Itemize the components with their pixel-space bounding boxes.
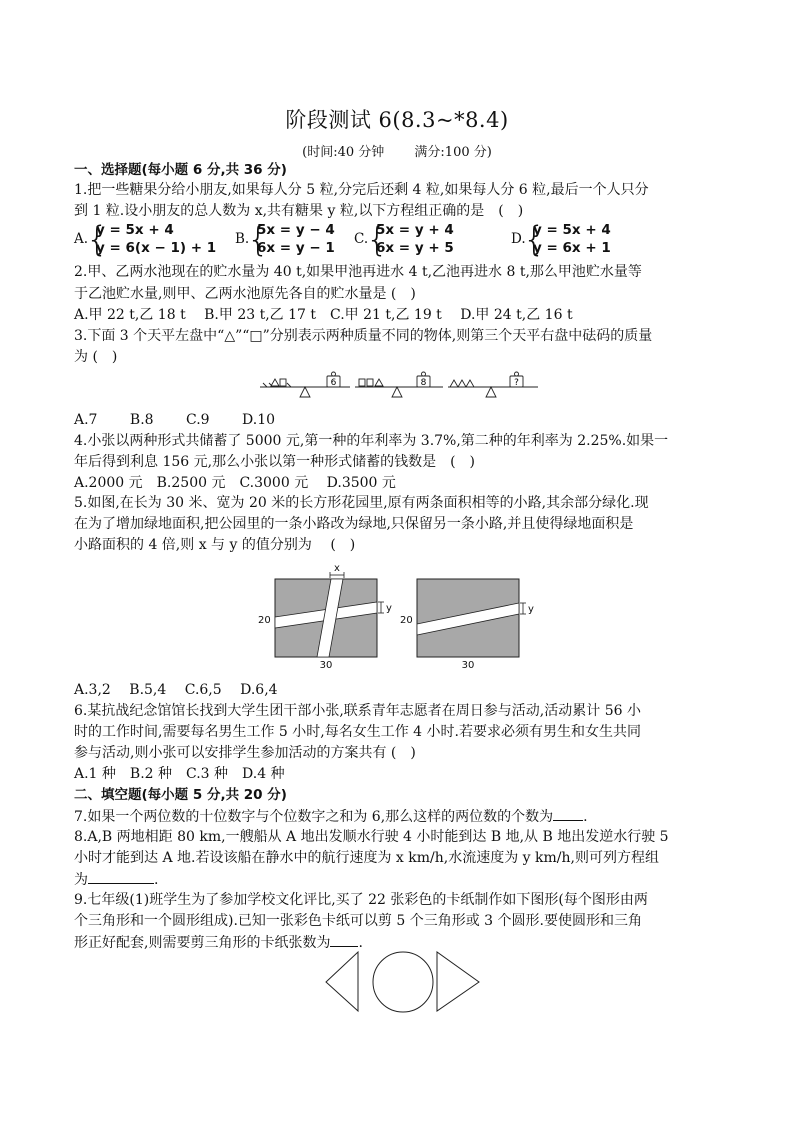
q5-options: A.3,2 B.5,4 C.6,5 D.6,4 (74, 682, 278, 698)
q6-line-2: 时的工作时间,需要每名男生工作 5 小时,每名女生工作 4 小时.若要求必须有男生和女生共同 (74, 724, 641, 740)
q4-options: A.2000 元 B.2500 元 C.3000 元 D.3500 元 (74, 475, 396, 491)
balance-scale-2 (355, 372, 443, 397)
q5-line-3: 小路面积的 4 倍,则 x 与 y 的值分别为 ( ) (74, 537, 356, 553)
dimension-label-x: x (334, 563, 340, 574)
brace-icon: { (247, 220, 270, 260)
garden-figures (255, 562, 545, 674)
dimension-label-y: y (528, 604, 534, 615)
q4-line-2: 年后得到利息 156 元,那么小张以第一种形式储蓄的钱数是 ( ) (74, 454, 475, 470)
dimension-label-height: 20 (400, 615, 413, 626)
balance-scale-1 (260, 372, 350, 397)
q3-line-1: 3.下面 3 个天平左盘中“△”“□”分别表示两种质量不同的物体,则第三个天平右盘中砝码的质量 (74, 328, 653, 344)
q2-line-2: 于乙池贮水量,则甲、乙两水池原先各自的贮水量是 ( ) (74, 286, 416, 302)
equation: y = 6x + 1 (533, 240, 611, 256)
equation: 5x = y − 4 (257, 222, 335, 238)
equation: y = 6(x − 1) + 1 (96, 240, 217, 256)
answer-blank (553, 806, 583, 821)
option-label: D. (511, 231, 526, 247)
q5-line-1: 5.如图,在长为 30 米、宽为 20 米的长方形花园里,原有两条面积相等的小路,其余部分绿化.现 (74, 495, 649, 511)
q9-line-2: 个三角形和一个圆形组成).已知一张彩色卡纸可以剪 5 个三角形或 3 个圆形.要使圆形和三角 (74, 913, 642, 929)
q7-text: 7.如果一个两位数的十位数字与个位数字之和为 6,那么这样的两位数的个数为 (74, 809, 554, 825)
equation: 5x = y + 4 (376, 222, 454, 238)
balance-scale-3 (448, 372, 538, 397)
circle-icon (373, 952, 433, 1012)
q9-text: 形正好配套,则需要剪三角形的卡纸张数为 (74, 935, 331, 951)
equation: y = 5x + 4 (533, 222, 611, 238)
right-triangle-icon (437, 952, 479, 1011)
q3-options: A.7 B.8 C.9 D.10 (74, 412, 276, 428)
weight-label: 8 (420, 378, 427, 388)
weight-label: ? (514, 378, 519, 388)
answer-blank (88, 869, 154, 884)
answer-blank (330, 932, 358, 947)
q8-line-3: 为 . (74, 869, 158, 890)
q7-line: 7.如果一个两位数的十位数字与个位数字之和为 6,那么这样的两位数的个数为 . (74, 806, 588, 827)
q8-line-2: 小时才能到达 A 地.若设该船在静水中的航行速度为 x km/h,水流速度为 y km/h,则可列方程组 (74, 850, 659, 866)
q2-options: A.甲 22 t,乙 18 t B.甲 23 t,乙 17 t C.甲 21 t,乙 19 t D.甲 24 t,乙 16 t (74, 307, 573, 323)
option-label: A. (74, 231, 89, 247)
triangles-circle-figure (325, 950, 485, 1014)
equation: 6x = y + 5 (376, 240, 454, 256)
q3-line-2: 为 ( ) (74, 349, 118, 365)
option-label: C. (354, 231, 369, 247)
q1-line-1: 1.把一些糖果分给小朋友,如果每人分 5 粒,分完后还剩 4 粒,如果每人分 6 粒,最后一个人只分 (74, 182, 649, 198)
dimension-label-width: 30 (461, 660, 475, 671)
section-1-heading: 一、选择题(每小题 6 分,共 36 分) (74, 162, 287, 178)
q8-line-1: 8.A,B 两地相距 80 km,一艘船从 A 地出发顺水行驶 4 小时能到达 B 地,从 B 地出发逆水行驶 5 (74, 829, 669, 845)
q9-line-3: 形正好配套,则需要剪三角形的卡纸张数为 . (74, 932, 363, 953)
section-2-heading: 二、填空题(每小题 5 分,共 20 分) (74, 787, 287, 803)
q4-line-1: 4.小张以两种形式共储蓄了 5000 元,第一种的年利率为 3.7%,第二种的年利率为 2.25%.如果一 (74, 433, 669, 449)
garden-figure-1 (275, 572, 384, 657)
brace-icon: { (86, 220, 109, 260)
dimension-label-y: y (386, 603, 392, 614)
equation: y = 5x + 4 (96, 222, 174, 238)
q6-line-1: 6.某抗战纪念馆馆长找到大学生团干部小张,联系青年志愿者在周日参与活动,活动累计 56 小 (74, 703, 641, 719)
brace-icon: { (366, 220, 389, 260)
q5-line-2: 在为了增加绿地面积,把公园里的一条小路改为绿地,只保留另一条小路,并且使得绿地面积是 (74, 516, 634, 532)
brace-icon: { (523, 220, 546, 260)
weight-label: 6 (330, 378, 337, 388)
q1-line-2: 到 1 粒.设小朋友的总人数为 x,共有糖果 y 粒,以下方程组正确的是 ( ) (74, 203, 524, 219)
garden-figure-2 (417, 579, 526, 657)
option-label: B. (235, 231, 250, 247)
dimension-label-height: 20 (258, 615, 271, 626)
q8-text: 为 (74, 872, 88, 888)
page-title: 阶段测试 6(8.3~*8.4) (285, 108, 509, 132)
balance-scales-figure (255, 366, 555, 406)
page-subtitle: (时间:40 分钟 满分:100 分) (302, 145, 492, 160)
q6-options: A.1 种 B.2 种 C.3 种 D.4 种 (74, 766, 285, 782)
equation: 6x = y − 1 (257, 240, 335, 256)
q9-line-1: 9.七年级(1)班学生为了参加学校文化评比,买了 22 张彩色的卡纸制作如下图形(每个图形由两 (74, 892, 648, 908)
dimension-label-width: 30 (319, 660, 333, 671)
left-triangle-icon (326, 952, 358, 1011)
q6-line-3: 参与活动,则小张可以安排学生参加活动的方案共有 ( ) (74, 745, 416, 761)
q2-line-1: 2.甲、乙两水池现在的贮水量为 40 t,如果甲池再进水 4 t,乙池再进水 8 t,那么甲池贮水量等 (74, 264, 642, 280)
